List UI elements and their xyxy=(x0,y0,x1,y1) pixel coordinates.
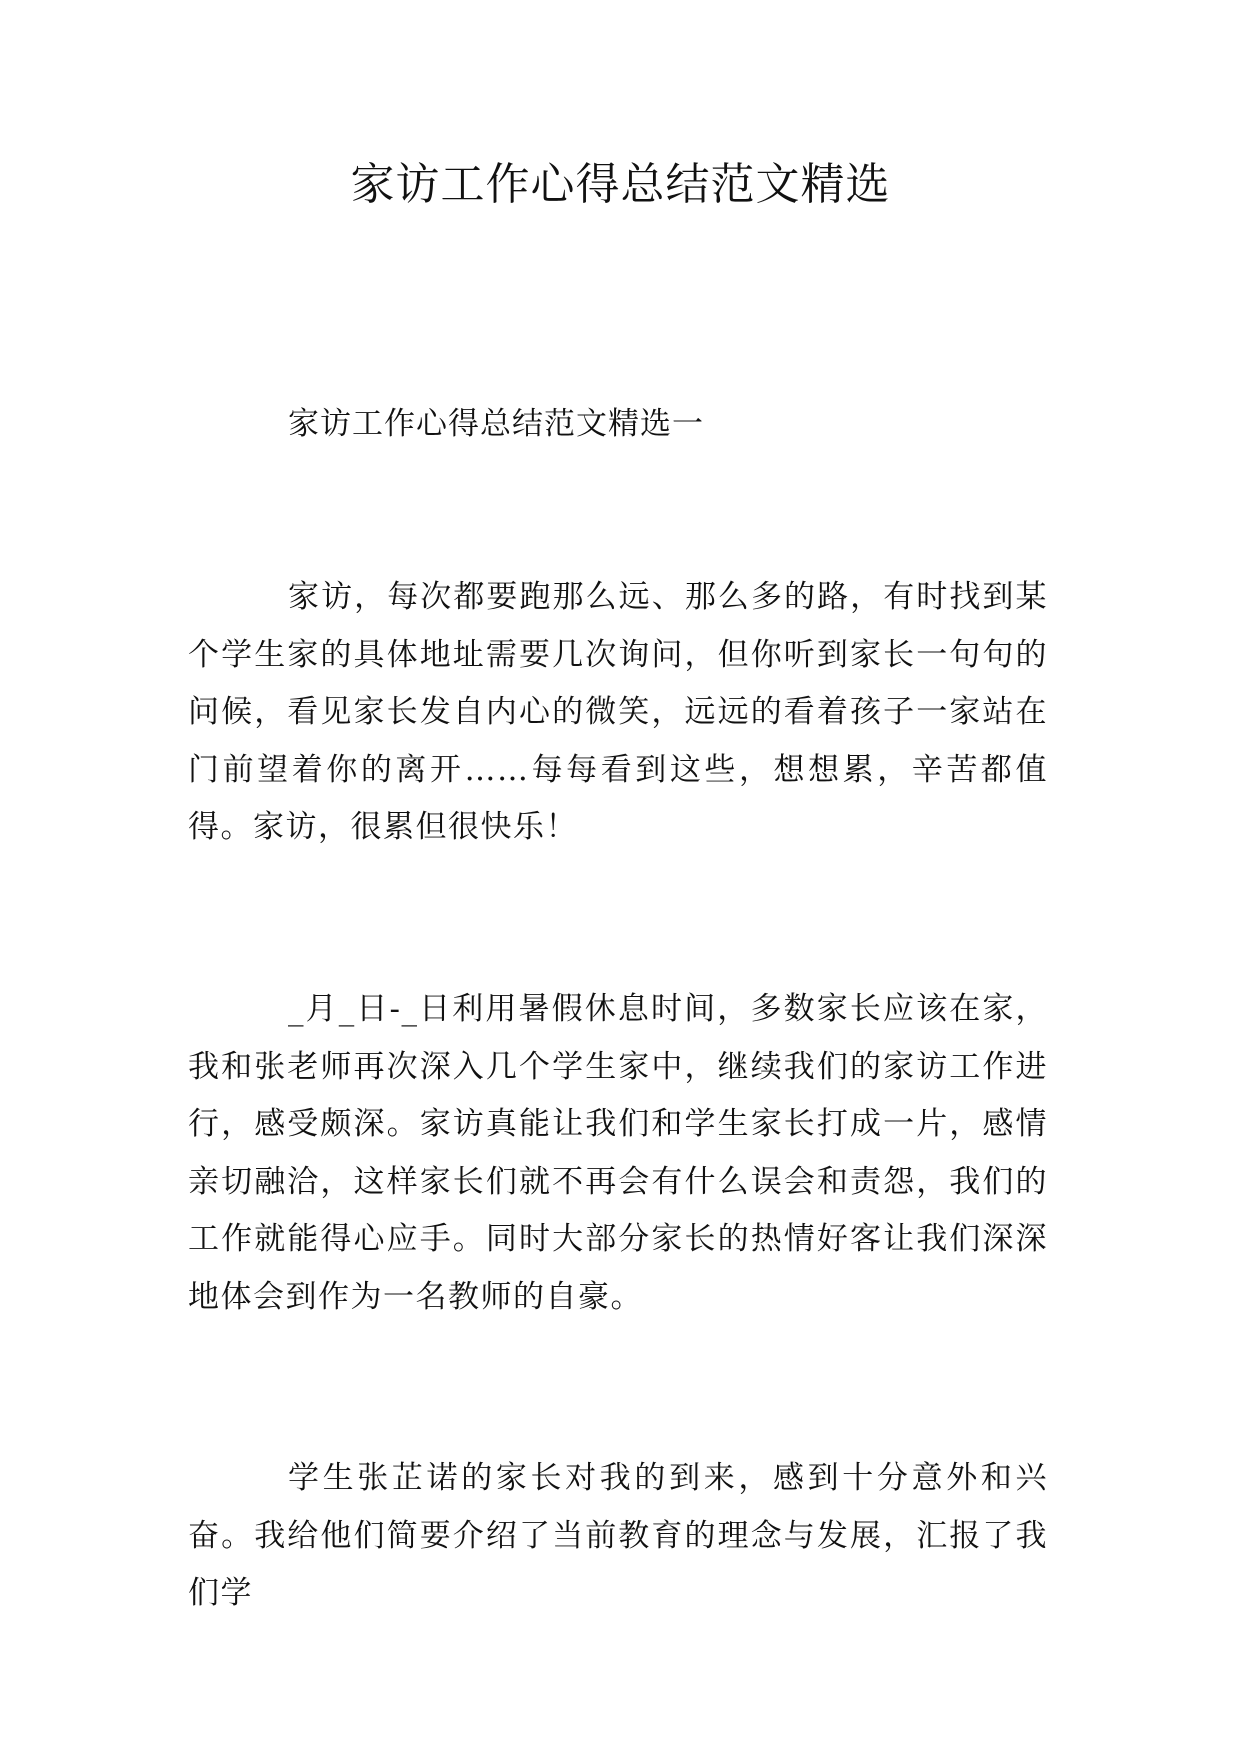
paragraph-3: 学生张芷诺的家长对我的到来，感到十分意外和兴奋。我给他们简要介绍了当前教育的理念与发展，汇报了我们学 xyxy=(188,1460,1048,1611)
document-title: 家访工作心得总结范文精选 xyxy=(350,159,891,210)
paragraph-1: 家访，每次都要跑那么远、那么多的路，有时找到某个学生家的具体地址需要几次询问，但你听到家长一句句的问候，看见家长发自内心的微笑，远远的看着孩子一家站在门前望着你的离开……每每看到这些，想想累，辛苦都值得。家访，很累但很快乐！ xyxy=(188,579,1048,845)
paragraph-2: _月_日-_日利用暑假休息时间，多数家长应该在家，我和张老师再次深入几个学生家中，继续我们的家访工作进行，感受颇深。家访真能让我们和学生家长打成一片，感情亲切融洽，这样家长们就不再会有什么误会和责怨，我们的工作就能得心应手。同时大部分家长的热情好客让我们深深地体会到作为一名教师的自豪。 xyxy=(188,991,1048,1315)
section-heading: 家访工作心得总结范文精选一 xyxy=(288,406,704,442)
